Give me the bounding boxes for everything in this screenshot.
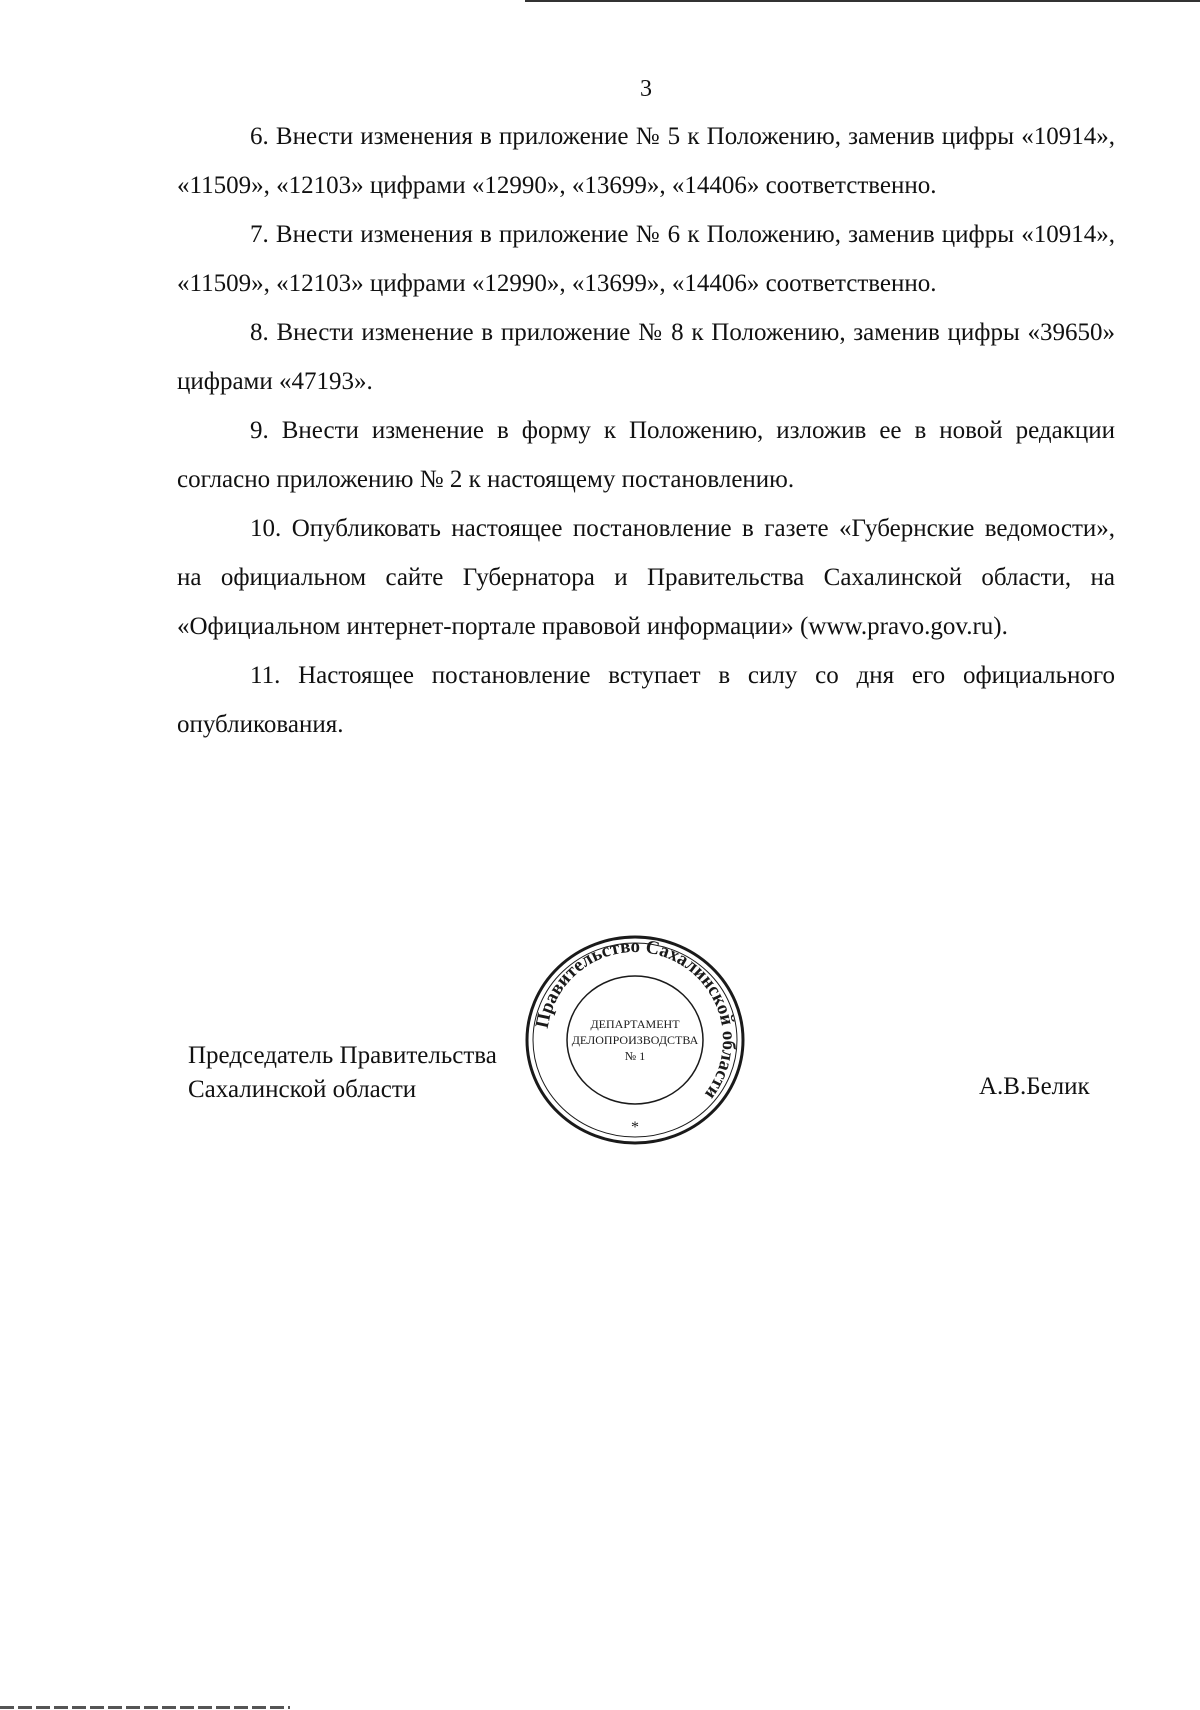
- document-body: [177, 112, 1115, 749]
- signature-title: [188, 1039, 497, 1107]
- bottom-rule: [0, 1706, 290, 1709]
- seal-inner-line-3: № 1: [624, 1049, 646, 1063]
- paragraph-9: 9. Внести изменение в форму к Положению, изложив ее в новой редакции согласно приложению № 2 к настоящему постановлению.: [177, 417, 1115, 493]
- paragraph-11: 11. Настоящее постановление вступает в силу со дня его официального опубликования.: [177, 662, 1115, 738]
- paragraph-6: 6. Внести изменения в приложение № 5 к Положению, заменив цифры «10914», «11509», «12103» цифрами «12990», «13699», «14406» соответственно.: [177, 123, 1115, 199]
- page-number: 3: [640, 76, 652, 102]
- signature-name: А.В.Белик: [979, 1073, 1090, 1100]
- seal-inner-line-2: ДЕЛОПРОИЗВОДСТВА: [571, 1033, 699, 1047]
- signature-title-line-2: Сахалинской области: [188, 1076, 417, 1103]
- official-seal: [520, 930, 750, 1150]
- seal-outer-text: Правительство Сахалинской области: [531, 935, 740, 1104]
- paragraph-10: 10. Опубликовать настоящее постановление в газете «Губернские ведомости», на официальном сайте Губернатора и Правительства Сахалинской области, на «Официальном интернет-портале правовой информации» (www.pravo.gov.ru).: [177, 515, 1115, 640]
- signature-title-line-1: Председатель Правительства: [188, 1042, 497, 1069]
- seal-star: *: [631, 1119, 639, 1136]
- seal-inner-line-1: ДЕПАРТАМЕНТ: [590, 1017, 680, 1031]
- paragraph-8: 8. Внести изменение в приложение № 8 к Положению, заменив цифры «39650» цифрами «47193».: [177, 319, 1115, 395]
- seal-graphic: [520, 930, 750, 1150]
- top-rule: [525, 0, 1200, 2]
- paragraph-7: 7. Внести изменения в приложение № 6 к Положению, заменив цифры «10914», «11509», «12103» цифрами «12990», «13699», «14406» соответственно.: [177, 221, 1115, 297]
